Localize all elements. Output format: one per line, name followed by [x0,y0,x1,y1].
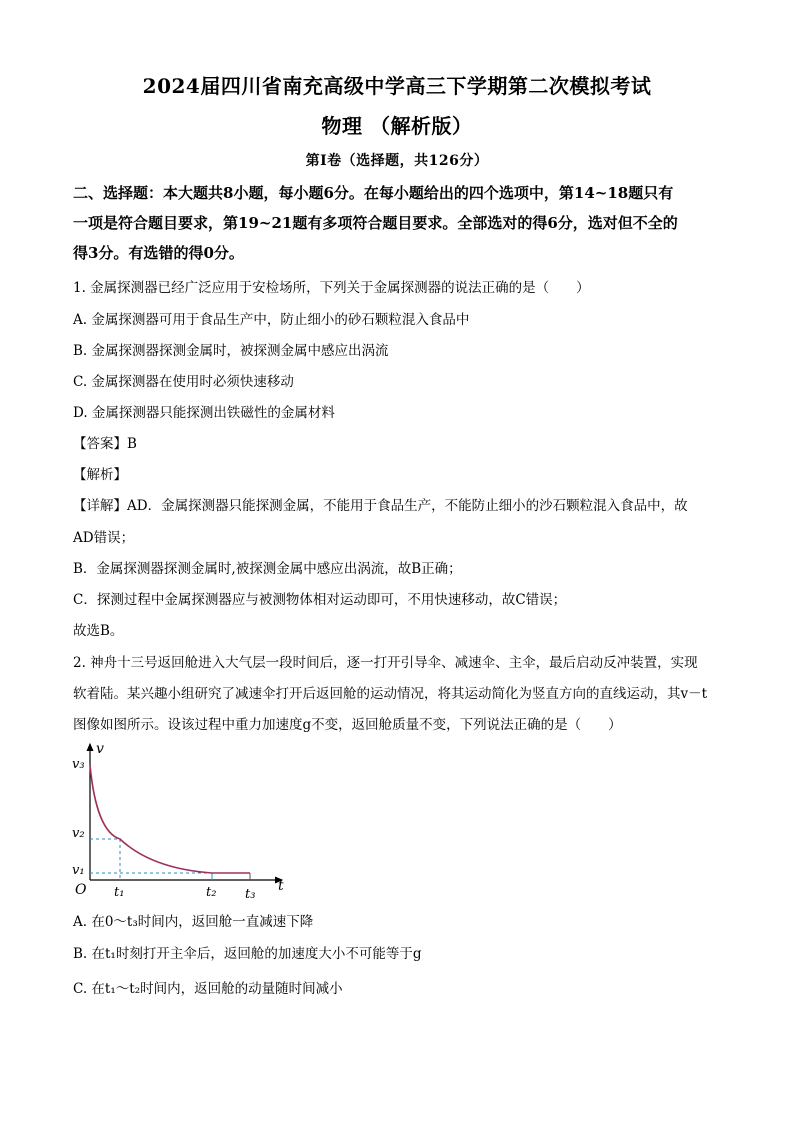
vt-graph [70,738,300,903]
section-instructions-line3: 得3分。有选错的得0分。 [73,244,244,262]
q2-option-a: A. 在0～t₃时间内，返回舱一直减速下降 [73,914,314,930]
q1-detail-3: B．金属探测器探测金属时,被探测金属中感应出涡流，故B正确； [73,561,462,577]
origin-label: O [75,882,87,898]
q1-detail-2: AD错误； [73,530,135,546]
v1-label: v₁ [72,863,85,878]
v3-label: v₃ [72,757,85,772]
q1-detail-4: C．探测过程中金属探测器应与被测物体相对运动即可，不用快速移动，故C错误； [73,592,567,608]
q1-analysis-label: 【解析】 [73,467,127,483]
q2-stem-line1: 2. 神舟十三号返回舱进入大气层一段时间后，逐一打开引导伞、减速伞、主伞，最后启动反冲装置，实现 [73,655,698,671]
exam-title: 2024届四川省南充高级中学高三下学期第二次模拟考试 [142,74,652,98]
q2-stem-line2: 软着陆。某兴趣小组研究了减速伞打开后返回舱的运动情况，将其运动简化为竖直方向的直线运动，其v－t [73,686,708,702]
q1-option-c: C. 金属探测器在使用时必须快速移动 [73,374,294,390]
velocity-curve [90,765,250,873]
t3-label: t₃ [245,887,256,902]
q1-conclusion: 故选B。 [73,623,124,639]
x-axis-label: t [278,878,284,894]
q1-option-d: D. 金属探测器只能探测出铁磁性的金属材料 [73,405,335,421]
y-axis-label: v [96,741,104,757]
q1-option-b: B. 金属探测器探测金属时，被探测金属中感应出涡流 [73,343,389,359]
q1-answer: 【答案】B [73,436,137,452]
q1-stem: 1. 金属探测器已经广泛应用于安检场所，下列关于金属探测器的说法正确的是（ ） [73,280,590,296]
q1-detail-1: 【详解】AD．金属探测器只能探测金属，不能用于食品生产，不能防止细小的沙石颗粒混入食品中，故 [73,498,688,514]
t2-label: t₂ [206,885,217,900]
t1-label: t₁ [114,885,125,900]
q2-stem-line3: 图像如图所示。设该过程中重力加速度g不变，返回舱质量不变，下列说法正确的是（ ） [73,717,622,733]
section-instructions-line1: 二、选择题：本大题共8小题，每小题6分。在每小题给出的四个选项中，第14~18题只有 [73,184,674,202]
q1-option-a: A. 金属探测器可用于食品生产中，防止细小的砂石颗粒混入食品中 [73,312,470,328]
q2-option-b: B. 在t₁时刻打开主伞后，返回舱的加速度大小不可能等于g [73,946,422,962]
section-instructions-line2: 一项是符合题目要求，第19~21题有多项符合题目要求。全部选对的得6分，选对但不全的 [73,214,678,232]
exam-subtitle: 物理 （解析版） [321,114,473,138]
part-heading: 第Ⅰ卷（选择题，共126分） [305,153,489,169]
v2-label: v₂ [72,826,85,841]
q2-option-c: C. 在t₁～t₂时间内，返回舱的动量随时间减小 [73,981,343,997]
